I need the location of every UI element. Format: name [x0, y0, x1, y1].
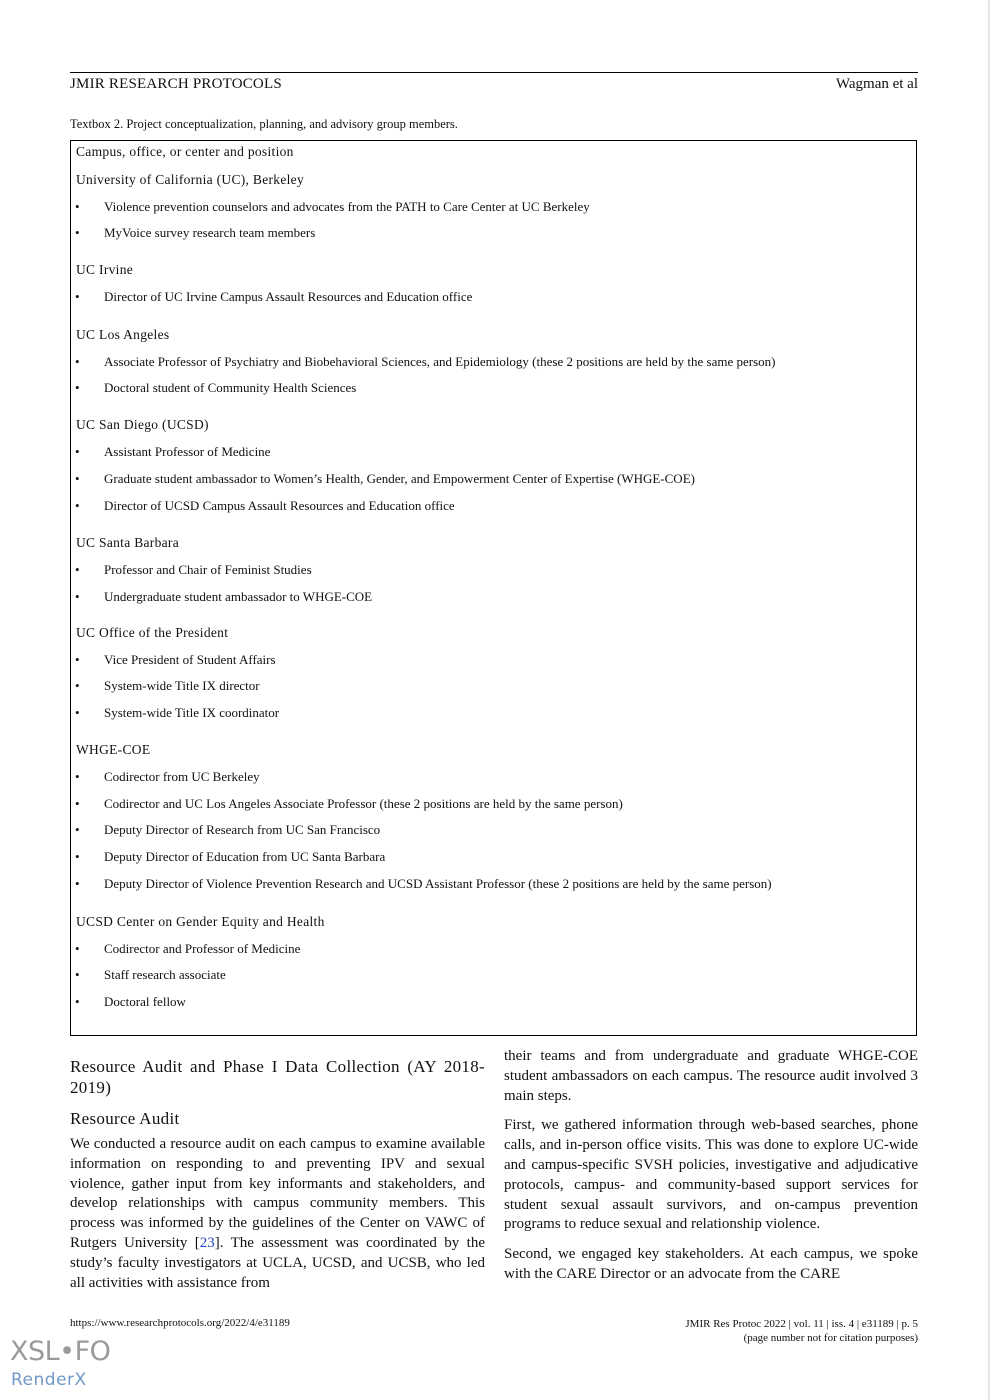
list-item-text: Doctoral fellow [104, 994, 186, 1009]
textbox-2 [70, 140, 917, 1036]
xslfo-renderx-logo [10, 1336, 111, 1392]
list-item-text: Doctoral student of Community Health Sciences [104, 380, 357, 395]
bullet-marker: • [75, 471, 80, 486]
journal-name: JMIR RESEARCH PROTOCOLS [70, 76, 282, 92]
page-number-note: (page number not for citation purposes) [743, 1332, 918, 1344]
list-item-text: Deputy Director of Education from UC Santa Barbara [104, 849, 386, 864]
list-item-text: Codirector from UC Berkeley [104, 769, 260, 784]
bullet-marker: • [75, 796, 80, 811]
list-item-text: Codirector and UC Los Angeles Associate Professor (these 2 positions are held by the same person) [104, 796, 623, 811]
bullet-marker: • [75, 849, 80, 864]
bullet-marker: • [75, 941, 80, 956]
bullet-marker: • [75, 380, 80, 395]
list-item-text: Codirector and Professor of Medicine [104, 941, 301, 956]
list-item-text: Graduate student ambassador to Women’s Health, Gender, and Empowerment Center of Expertise (WHGE-COE) [104, 471, 695, 486]
list-item-text: Undergraduate student ambassador to WHGE-COE [104, 589, 373, 604]
list-item-text: Deputy Director of Violence Prevention Research and UCSD Assistant Professor (these 2 positions are held by the same person) [104, 876, 772, 891]
bullet-marker: • [75, 994, 80, 1009]
group-title: UCSD Center on Gender Equity and Health [76, 914, 325, 929]
logo-renderx: RenderX [11, 1370, 87, 1390]
running-header [70, 72, 918, 98]
list-item-text: Professor and Chair of Feminist Studies [104, 562, 312, 577]
list-item-text: Director of UC Irvine Campus Assault Resources and Education office [104, 289, 473, 304]
bullet-marker: • [75, 354, 80, 369]
bullet-marker: • [75, 225, 80, 240]
citation-line: JMIR Res Protoc 2022 | vol. 11 | iss. 4 | e31189 | p. 5 [685, 1318, 918, 1330]
paragraph: We conducted a resource audit on each campus to examine available information on responding to and preventing IPV and sexual violence, gather input from key informants and stakeholders, and develop relationships with campus community members. This process was informed by the guidelines of the Center on VAWC of Rutgers University [23]. The assessment was coordinated by the study’s faculty investigators at UCLA, UCSD, and UCSB, who led all activities with assistance from [70, 1136, 485, 1291]
list-item-text: Deputy Director of Research from UC San Francisco [104, 822, 381, 837]
bullet-marker: • [75, 705, 80, 720]
bullet-marker: • [75, 562, 80, 577]
bullet-marker: • [75, 199, 80, 214]
paragraph: their teams and from undergraduate and graduate WHGE-COE student ambassadors on each campus. The resource audit involved 3 main steps. [504, 1048, 918, 1104]
bullet-marker: • [75, 822, 80, 837]
list-item-text: MyVoice survey research team members [104, 225, 316, 240]
right-column [504, 1047, 918, 1295]
list-item-text: System-wide Title IX coordinator [104, 705, 280, 720]
bullet-marker: • [75, 652, 80, 667]
list-item-text: Violence prevention counselors and advocates from the PATH to Care Center at UC Berkeley [104, 199, 590, 214]
bullet-marker: • [75, 876, 80, 891]
group-title: UC Irvine [76, 262, 134, 277]
logo-xslfo: XSL•FO [10, 1336, 111, 1367]
paragraph: Second, we engaged key stakeholders. At each campus, we spoke with the CARE Director or an advocate from the CARE [504, 1246, 918, 1282]
group-title: UC Office of the President [76, 625, 229, 640]
section-heading: Resource Audit and Phase I Data Collection (AY 2018-2019) [70, 1057, 485, 1097]
bullet-marker: • [75, 769, 80, 784]
list-item-text: Assistant Professor of Medicine [104, 444, 271, 459]
list-item-text: Associate Professor of Psychiatry and Biobehavioral Sciences, and Epidemiology (these 2 positions are held by the same person) [104, 354, 776, 369]
left-column [70, 1056, 485, 1303]
bullet-marker: • [75, 678, 80, 693]
footer-url[interactable]: https://www.researchprotocols.org/2022/4/e31189 [70, 1317, 290, 1329]
group-title: UC San Diego (UCSD) [76, 417, 209, 432]
group-title: UC Santa Barbara [76, 535, 180, 550]
group-title: UC Los Angeles [76, 327, 170, 342]
list-item-text: System-wide Title IX director [104, 678, 260, 693]
author-running-head: Wagman et al [835, 76, 918, 92]
group-title: WHGE-COE [76, 742, 151, 757]
subsection-heading: Resource Audit [70, 1109, 180, 1128]
list-item-text: Director of UCSD Campus Assault Resources and Education office [104, 498, 455, 513]
bullet-marker: • [75, 589, 80, 604]
bullet-marker: • [75, 289, 80, 304]
list-item-text: Staff research associate [104, 967, 226, 982]
footer-citation [685, 1317, 918, 1345]
bullet-marker: • [75, 498, 80, 513]
bullet-marker: • [75, 444, 80, 459]
list-item-text: Vice President of Student Affairs [104, 652, 276, 667]
textbox-column-header: Campus, office, or center and position [76, 144, 294, 159]
textbox-caption: Textbox 2. Project conceptualization, planning, and advisory group members. [70, 117, 458, 131]
group-title: University of California (UC), Berkeley [76, 172, 305, 187]
paragraph: First, we gathered information through web-based searches, phone calls, and in-person office visits. This was done to explore UC-wide and campus-specific SVSH policies, investigative and adjudicative protocols, campus- and community-based support services for student sexual assault survivors, and on-campus prevention programs to reduce sexual and relationship violence. [504, 1117, 918, 1233]
bullet-marker: • [75, 967, 80, 982]
reference-link[interactable]: 23 [199, 1234, 215, 1251]
